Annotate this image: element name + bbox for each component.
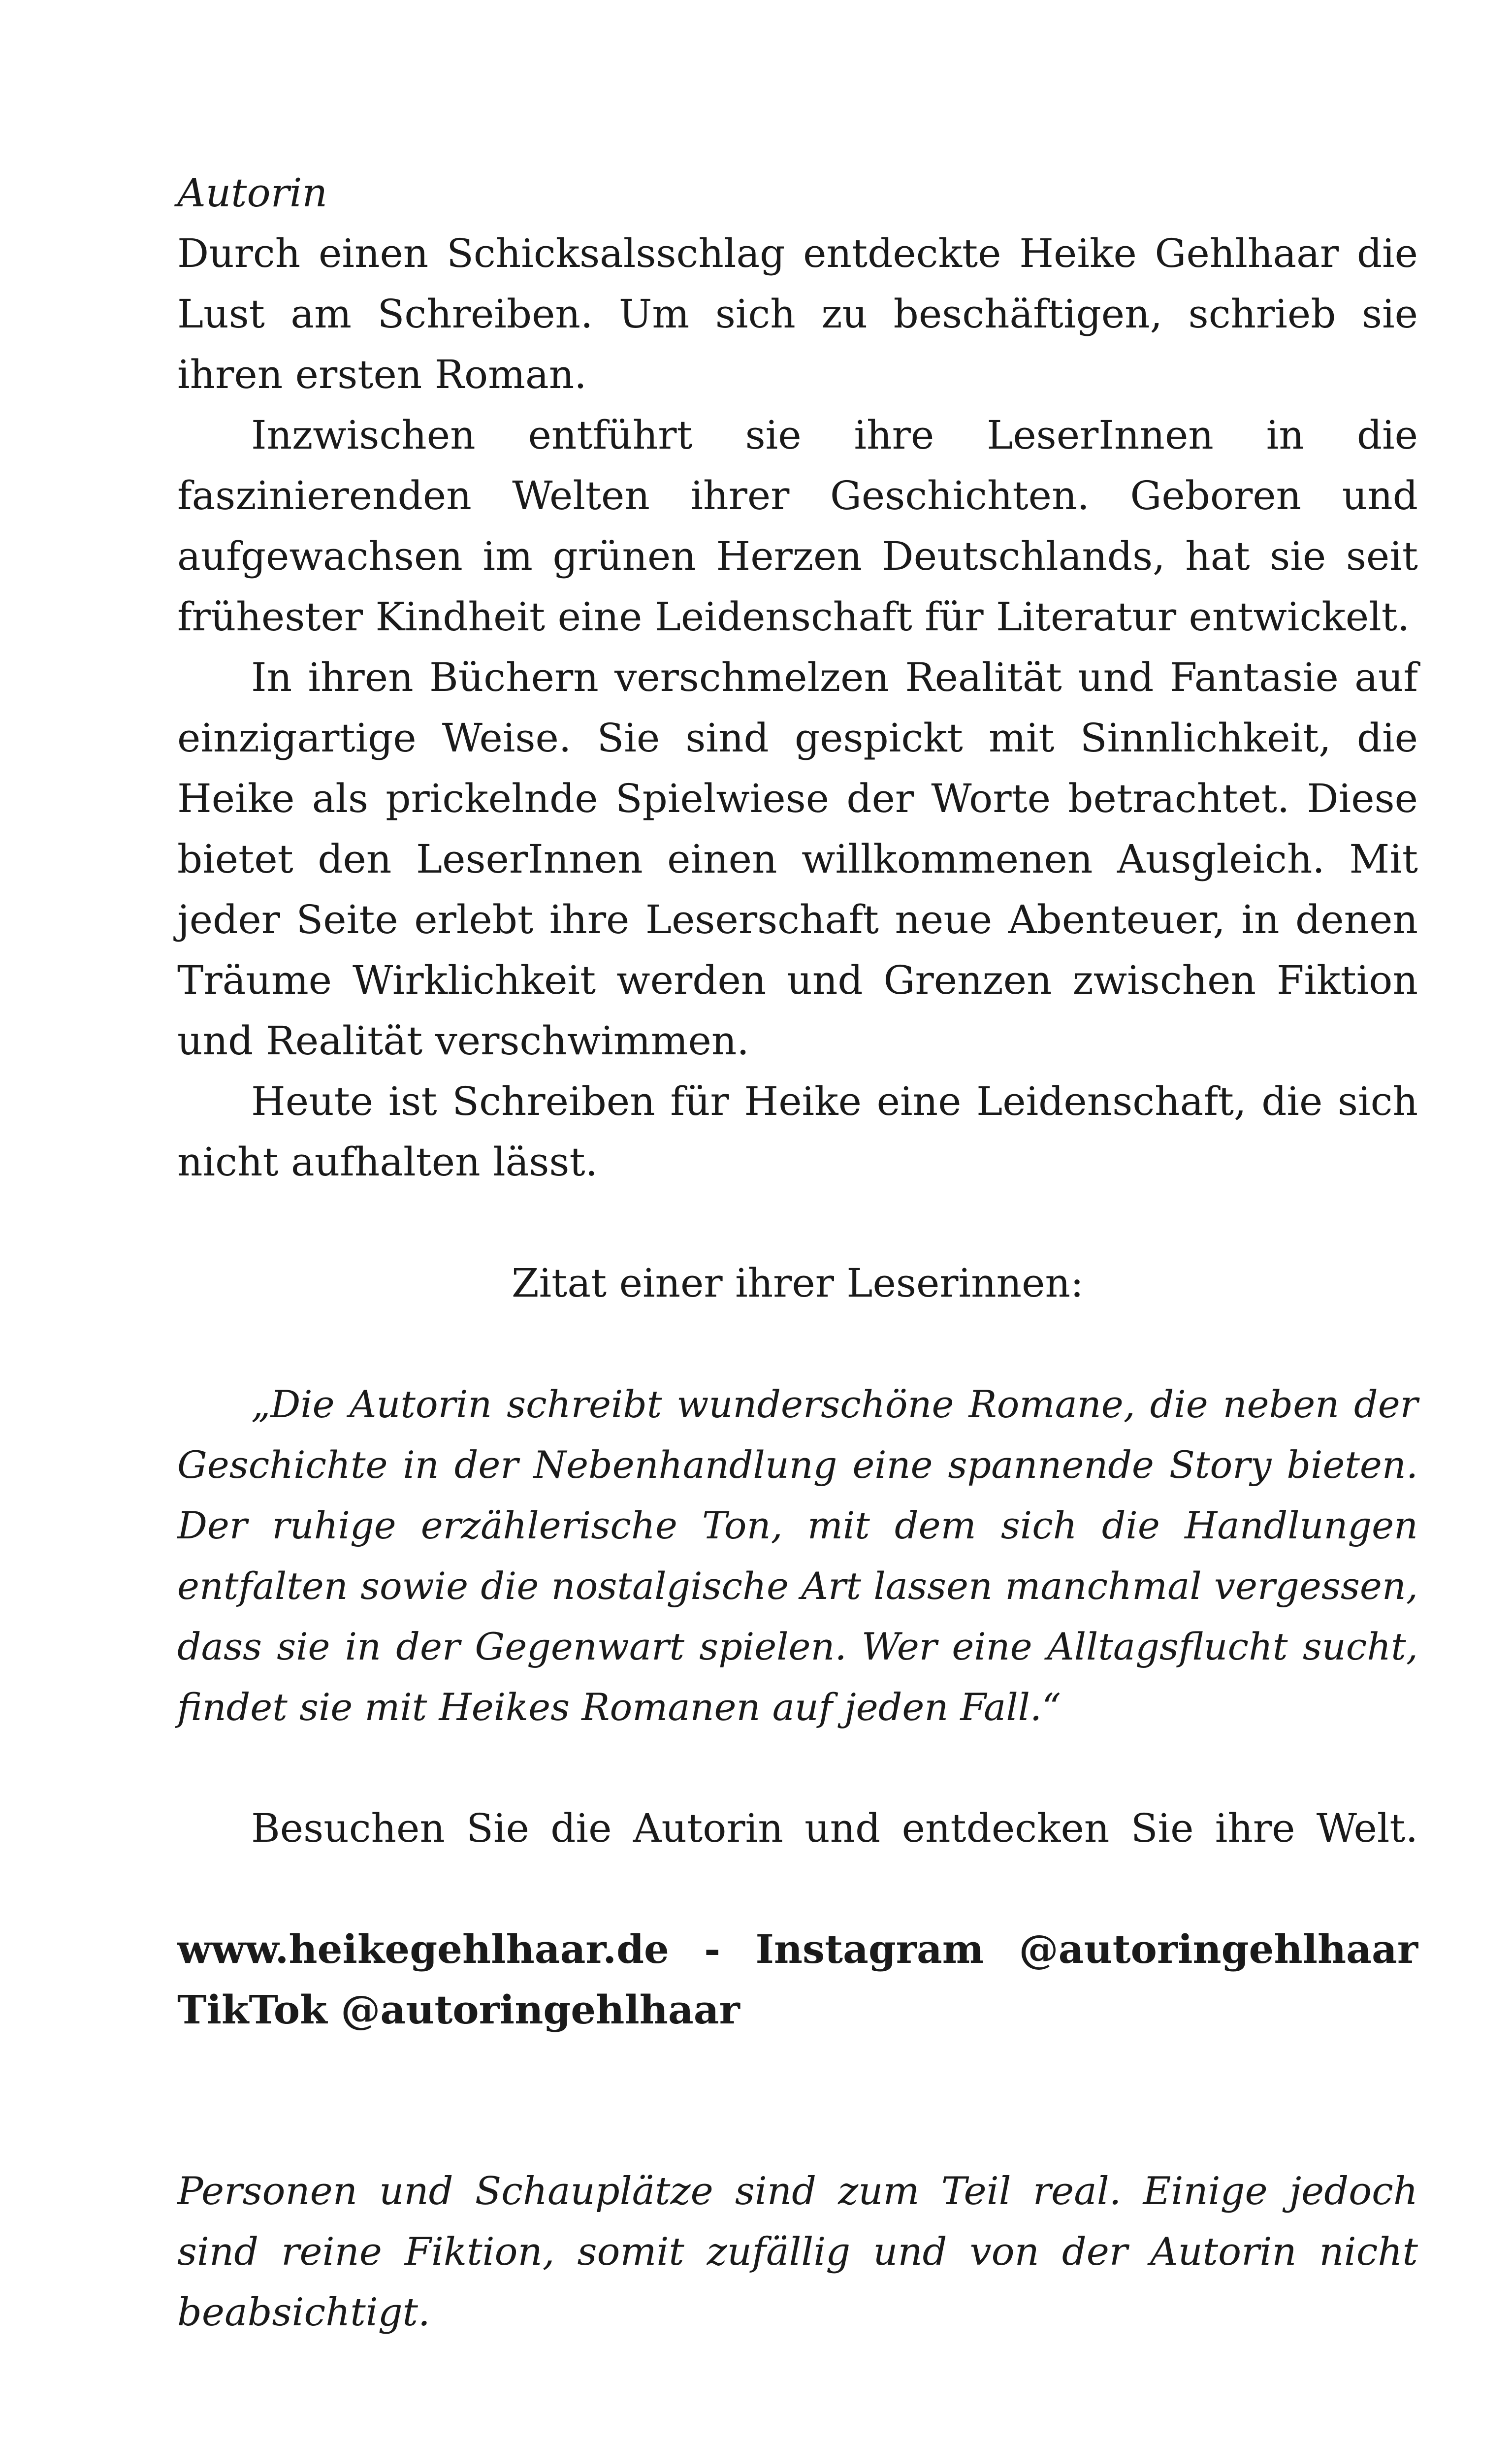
- bio-paragraph-1: Durch einen Schicksalsschlag entdeckte Heike Gehlhaar die Lust am Schreiben. Um sich zu beschäftigen, schrieb sie ihren ersten Roman.: [177, 230, 1418, 397]
- reader-quote: „Die Autorin schreibt wunderschöne Romane, die neben der Geschichte in der Nebenhandlung eine spannende Story bieten. Der ruhige erzählerische Ton, mit dem sich die Handlungen entfalten sowie die nostalgische Art lassen manchmal vergessen, dass sie in der Gegenwart spielen. Wer eine Alltagsflucht sucht, findet sie mit Heikes Romanen auf jeden Fall.“: [177, 1382, 1418, 1729]
- author-links: www.heikegehlhaar.de - Instagram @autoringehlhaar TikTok @autoringehlhaar: [177, 1926, 1418, 2033]
- quote-intro: Zitat einer ihrer Leserinnen:: [512, 1260, 1084, 1306]
- bio-paragraph-4: Heute ist Schreiben für Heike eine Leidenschaft, die sich nicht aufhalten lässt.: [177, 1078, 1418, 1185]
- page-content: [177, 163, 1418, 2343]
- fiction-disclaimer: Personen und Schauplätze sind zum Teil real. Einige jedoch sind reine Fiktion, somit zufällig und von der Autorin nicht beabsichtigt.: [177, 2169, 1418, 2335]
- bio-paragraph-2: Inzwischen entführt sie ihre LeserInnen in die faszinierenden Welten ihrer Geschichten. Geboren und aufgewachsen im grünen Herzen Deutschlands, hat sie seit frühester Kindheit eine Leidenschaft für Literatur entwickelt.: [177, 412, 1418, 640]
- author-label: Autorin: [177, 170, 327, 216]
- visit-invitation: Besuchen Sie die Autorin und entdecken Sie ihre Welt.: [251, 1805, 1418, 1851]
- bio-paragraph-3: In ihren Büchern verschmelzen Realität und Fantasie auf einzigartige Weise. Sie sind gespickt mit Sinnlichkeit, die Heike als prickelnde Spielwiese der Worte betrachtet. Diese bietet den LeserInnen einen willkommenen Ausgleich. Mit jeder Seite erlebt ihre Leserschaft neue Abenteuer, in denen Träume Wirklichkeit werden und Grenzen zwischen Fiktion und Realität verschwimmen.: [177, 654, 1418, 1064]
